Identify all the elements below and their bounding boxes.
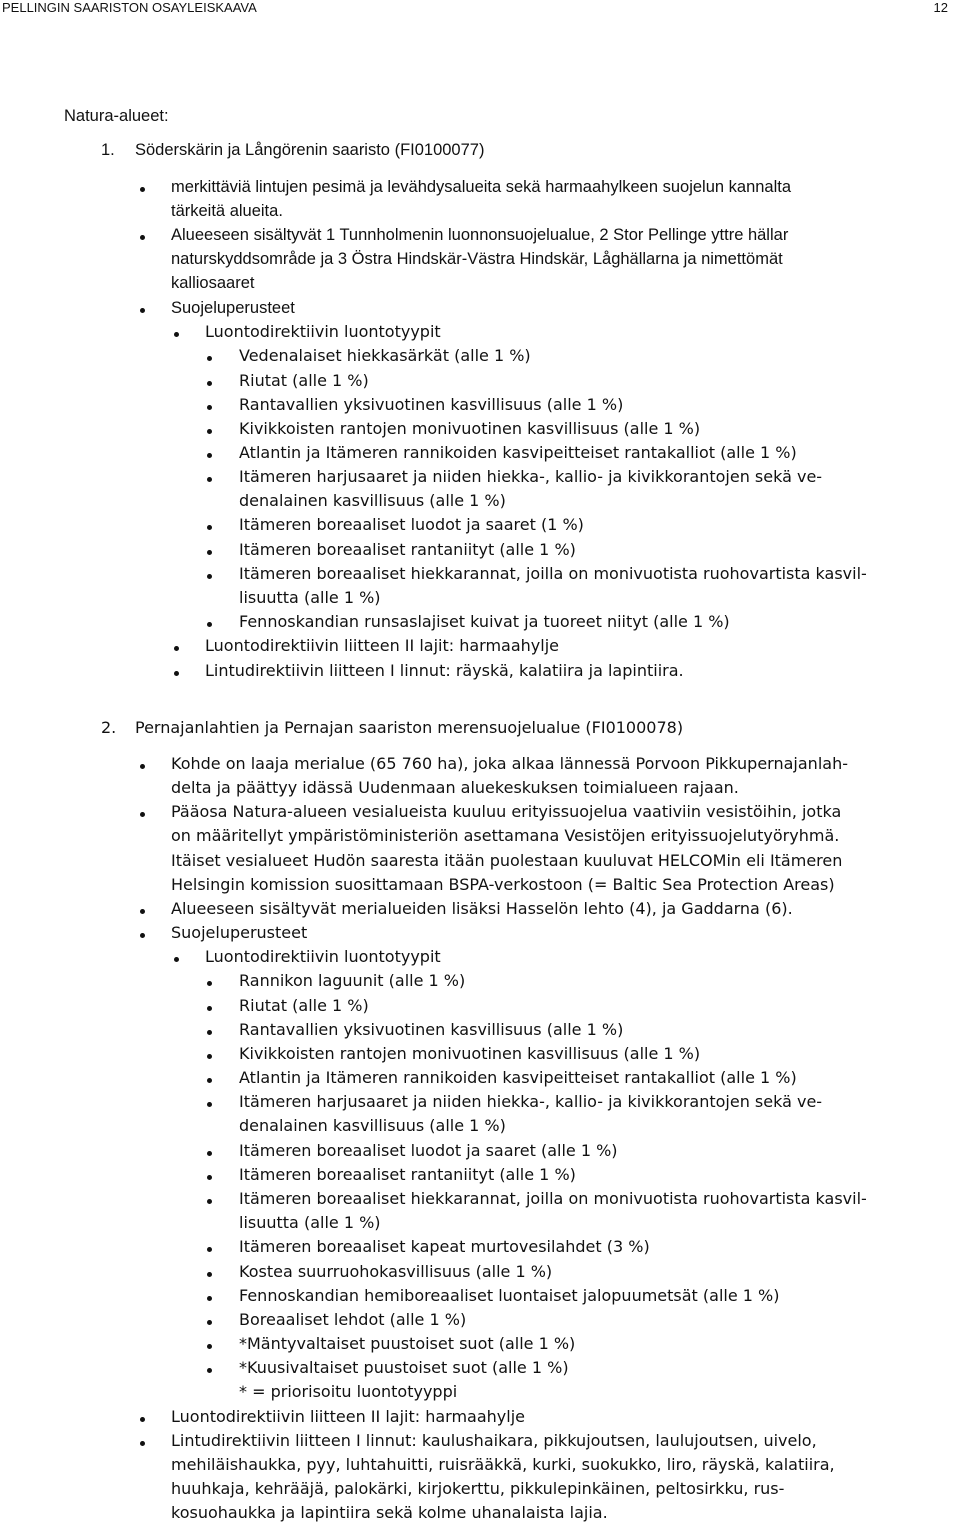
sec2-bullet-1-line-2: delta ja päättyy idässä Uudenmaan aluekeskuksen toimialueen rajaan. [171,778,739,797]
sec2-bullet-3: Alueeseen sisältyvät merialueiden lisäksi Hasselön lehto (4), ja Gaddarna (6). [171,899,793,918]
bullet-icon [207,981,212,986]
sec2-item: Kostea suurruohokasvillisuus (alle 1 %) [239,1262,553,1281]
bullet-icon [207,1054,212,1059]
sec2-luontotyypit: Luontodirektiivin luontotyypit [205,947,441,966]
bullet-icon [140,812,145,817]
sec2-lintudirektiivi-line-2: mehiläishaukka, pyy, luhtahuitti, ruisrääkkä, kurki, suokukko, liro, räyskä, kalatiira, [171,1455,835,1474]
sec2-item: Riutat (alle 1 %) [239,996,369,1015]
bullet-icon [207,1247,212,1252]
bullet-icon [207,550,212,555]
bullet-icon [174,671,179,676]
document-title: PELLINGIN SAARISTON OSAYLEISKAAVA [2,0,257,15]
bullet-icon [207,1368,212,1373]
sec1-item: Kivikkoisten rantojen monivuotinen kasvillisuus (alle 1 %) [239,419,701,438]
sec1-item-cont: lisuutta (alle 1 %) [239,588,381,607]
sec2-bullet-2-line-3: Itäiset vesialueet Hudön saaresta itään puolestaan kuuluvat HELCOMin eli Itämeren [171,851,843,870]
bullet-icon [207,574,212,579]
sec2-footnote: * = priorisoitu luontotyyppi [239,1382,458,1401]
bullet-icon [207,1320,212,1325]
sec2-item: Rannikon laguunit (alle 1 %) [239,971,466,990]
bullet-icon [174,957,179,962]
sec1-item: Itämeren boreaaliset hiekkarannat, joilla on monivuotista ruohovartista kasvil- [239,564,867,583]
sec1-bullet-2-line-3: kalliosaaret [171,274,255,292]
bullet-icon [207,1344,212,1349]
sec1-bullet-2-line-2: naturskyddsområde ja 3 Östra Hindskär-Västra Hindskär, Låghällarna ja nimettömät [171,250,783,268]
sec1-item-cont: denalainen kasvillisuus (alle 1 %) [239,491,506,510]
sec1-item: Itämeren boreaaliset rantaniityt (alle 1 %) [239,540,576,559]
section-heading: Natura-alueet: [64,107,169,125]
bullet-icon [140,1441,145,1446]
sec2-number: 2. [101,718,117,737]
sec1-luontotyypit: Luontodirektiivin luontotyypit [205,322,441,341]
sec1-item: Rantavallien yksivuotinen kasvillisuus (alle 1 %) [239,395,624,414]
sec1-suojeluperusteet: Suojeluperusteet [171,299,295,317]
bullet-icon [207,453,212,458]
sec2-item: Atlantin ja Itämeren rannikoiden kasvipeitteiset rantakalliot (alle 1 %) [239,1068,797,1087]
bullet-icon [140,764,145,769]
sec2-bullet-1-line-1: Kohde on laaja merialue (65 760 ha), joka alkaa lännessä Porvoon Pikkupernajanlah- [171,754,848,773]
sec2-liite2: Luontodirektiivin liitteen II lajit: harmaahylje [171,1407,525,1426]
bullet-icon [140,1417,145,1422]
sec1-item: Itämeren harjusaaret ja niiden hiekka-, kallio- ja kivikkorantojen sekä ve- [239,467,823,486]
sec2-lintudirektiivi-line-1: Lintudirektiivin liitteen I linnut: kaulushaikara, pikkujoutsen, laulujoutsen, uivelo, [171,1431,817,1450]
sec1-lintudirektiivi: Lintudirektiivin liitteen I linnut: räyskä, kalatiira ja lapintiira. [205,661,684,680]
bullet-icon [174,332,179,337]
sec2-item: Rantavallien yksivuotinen kasvillisuus (alle 1 %) [239,1020,624,1039]
bullet-icon [207,1102,212,1107]
bullet-icon [140,933,145,938]
sec1-number: 1. [101,141,115,159]
sec1-item: Fennoskandian runsaslajiset kuivat ja tuoreet niityt (alle 1 %) [239,612,730,631]
sec1-item: Itämeren boreaaliset luodot ja saaret (1 %) [239,515,584,534]
sec2-bullet-2-line-4: Helsingin komission suosittamaan BSPA-verkostoon (= Baltic Sea Protection Areas) [171,875,835,894]
bullet-icon [207,1296,212,1301]
page-number: 12 [933,0,948,15]
bullet-icon [207,429,212,434]
sec2-lintudirektiivi-line-4: kosuohaukka ja lapintiira sekä kolme uhanalaista lajia. [171,1503,608,1522]
sec1-item: Vedenalaiset hiekkasärkät (alle 1 %) [239,346,531,365]
bullet-icon [140,187,145,192]
sec2-bullet-2-line-1: Pääosa Natura-alueen vesialueista kuuluu erityissuojelua vaativiin vesistöihin, jotka [171,802,842,821]
bullet-icon [207,1151,212,1156]
bullet-icon [207,1078,212,1083]
bullet-icon [207,381,212,386]
sec2-item: *Kuusivaltaiset puustoiset suot (alle 1 %) [239,1358,569,1377]
bullet-icon [207,1006,212,1011]
sec2-item: Itämeren boreaaliset luodot ja saaret (alle 1 %) [239,1141,618,1160]
bullet-icon [207,477,212,482]
sec1-liite2: Luontodirektiivin liitteen II lajit: harmaahylje [205,636,559,655]
sec2-item: Itämeren boreaaliset rantaniityt (alle 1 %) [239,1165,576,1184]
sec2-title: Pernajanlahtien ja Pernajan saariston merensuojelualue (FI0100078) [135,718,684,737]
sec1-item: Riutat (alle 1 %) [239,371,369,390]
sec2-item: Fennoskandian hemiboreaaliset luontaiset jalopuumetsät (alle 1 %) [239,1286,780,1305]
bullet-icon [207,356,212,361]
bullet-icon [207,1199,212,1204]
sec2-item: Itämeren harjusaaret ja niiden hiekka-, kallio- ja kivikkorantojen sekä ve- [239,1092,823,1111]
sec2-suojeluperusteet: Suojeluperusteet [171,923,308,942]
sec2-lintudirektiivi-line-3: huuhkaja, kehrääjä, palokärki, kirjokerttu, pikkulepinkäinen, peltosirkku, rus- [171,1479,785,1498]
sec2-item: Kivikkoisten rantojen monivuotinen kasvillisuus (alle 1 %) [239,1044,701,1063]
bullet-icon [207,622,212,627]
sec1-item: Atlantin ja Itämeren rannikoiden kasvipeitteiset rantakalliot (alle 1 %) [239,443,797,462]
bullet-icon [207,525,212,530]
sec1-bullet-1-line-1: merkittäviä lintujen pesimä ja levähdysalueita sekä harmaahylkeen suojelun kannalta [171,178,792,196]
bullet-icon [207,1175,212,1180]
sec2-item: Boreaaliset lehdot (alle 1 %) [239,1310,467,1329]
sec2-item-cont: lisuutta (alle 1 %) [239,1213,381,1232]
sec2-item: Itämeren boreaaliset kapeat murtovesilahdet (3 %) [239,1237,650,1256]
bullet-icon [207,1030,212,1035]
page-header [0,0,960,20]
bullet-icon [207,1272,212,1277]
sec2-item: Itämeren boreaaliset hiekkarannat, joilla on monivuotista ruohovartista kasvil- [239,1189,867,1208]
bullet-icon [140,909,145,914]
sec1-bullet-1-line-2: tärkeitä alueita. [171,202,283,220]
bullet-icon [174,646,179,651]
sec2-bullet-2-line-2: on määritellyt ympäristöministeriön asettamana Vesistöjen erityissuojelutyöryhmä. [171,826,840,845]
bullet-icon [140,308,145,313]
bullet-icon [207,405,212,410]
sec2-item-cont: denalainen kasvillisuus (alle 1 %) [239,1116,506,1135]
sec1-title: Söderskärin ja Långörenin saaristo (FI0100077) [135,141,485,159]
sec1-bullet-2-line-1: Alueeseen sisältyvät 1 Tunnholmenin luonnonsuojelualue, 2 Stor Pellinge yttre hällar [171,226,789,244]
bullet-icon [140,235,145,240]
sec2-item: *Mäntyvaltaiset puustoiset suot (alle 1 %) [239,1334,576,1353]
